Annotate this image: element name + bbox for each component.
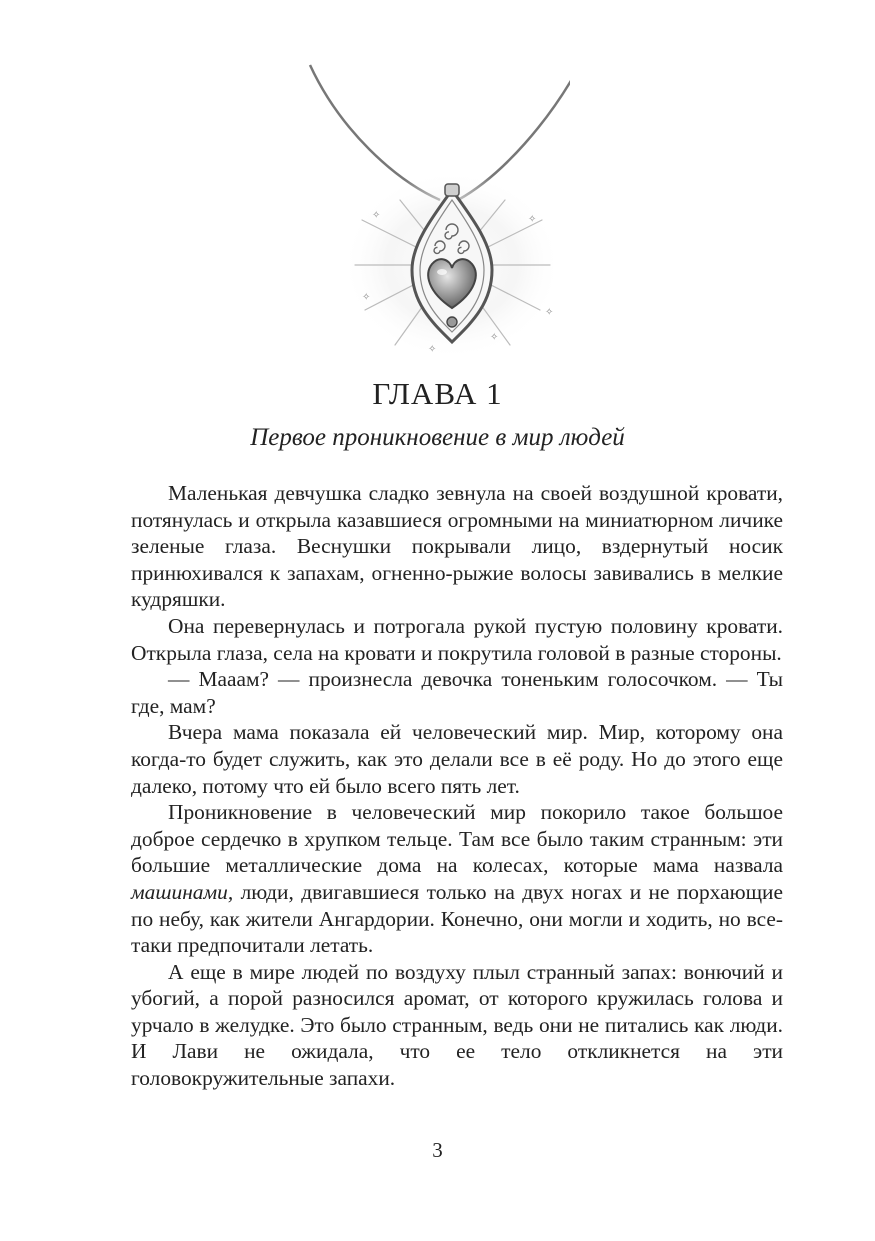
paragraph: Она перевернулась и потрогала рукой пустую половину кровати. Открыла глаза, села на кровати и покрутила головой в разные стороны. <box>131 613 783 665</box>
chapter-title: ГЛАВА 1 <box>372 376 503 411</box>
chapter-subtitle: Первое проникновение в мир людей <box>250 424 625 451</box>
paragraph-text: люди, двигавшиеся только на двух ногах и не порхающие по небу, как жители Ангардории. Конечно, они могли и ходить, но все-таки предпочитали летать. <box>131 879 783 958</box>
paragraph <box>131 799 783 959</box>
dialog-paragraph: — Мааам? — произнесла девочка тоненьким голосочком. — Ты где, мам? <box>131 667 783 718</box>
paragraph: А еще в мире людей по воздуху плыл странный запах: вонючий и убогий, а порой разносился аромат, от которого кружилась голова и урчало в желудке. Это было странным, ведь они не питались как люди. И Лави не ожидала, что ее тело откликнется на эти головокружительные запахи. <box>131 959 783 1091</box>
svg-text:✧: ✧ <box>428 344 437 355</box>
svg-text:✧: ✧ <box>528 214 537 225</box>
emphasized-word: машинами, <box>131 879 234 904</box>
svg-text:✧: ✧ <box>490 332 499 343</box>
paragraph: Маленькая девчушка сладко зевнула на своей воздушной кровати, потянулась и открыла казавшиеся огромными на миниатюрном личике зеленые глаза. Веснушки покрывали лицо, вздернутый носик принюхивался к запахам, огненно-рыжие волосы завивались в мелкие кудряшки. <box>131 481 783 612</box>
chapter-body <box>131 480 783 1092</box>
paragraph-text: Проникновение в человеческий мир покорило такое большое доброе сердечко в хрупком тельце. Там все было таким странным: эти большие металлические дома на колесах, которые мама назвала <box>131 800 783 878</box>
svg-text:✧: ✧ <box>372 210 381 221</box>
svg-text:✧: ✧ <box>362 292 371 303</box>
paragraph: Вчера мама показала ей человеческий мир. Мир, которому она когда-то будет служить, как это делали все в её роду. Но до этого еще далеко, потому что ей было всего пять лет. <box>131 720 783 798</box>
svg-text:✧: ✧ <box>545 307 554 318</box>
page-number: 3 <box>432 1138 443 1162</box>
pendant-necklace-icon <box>300 60 570 360</box>
